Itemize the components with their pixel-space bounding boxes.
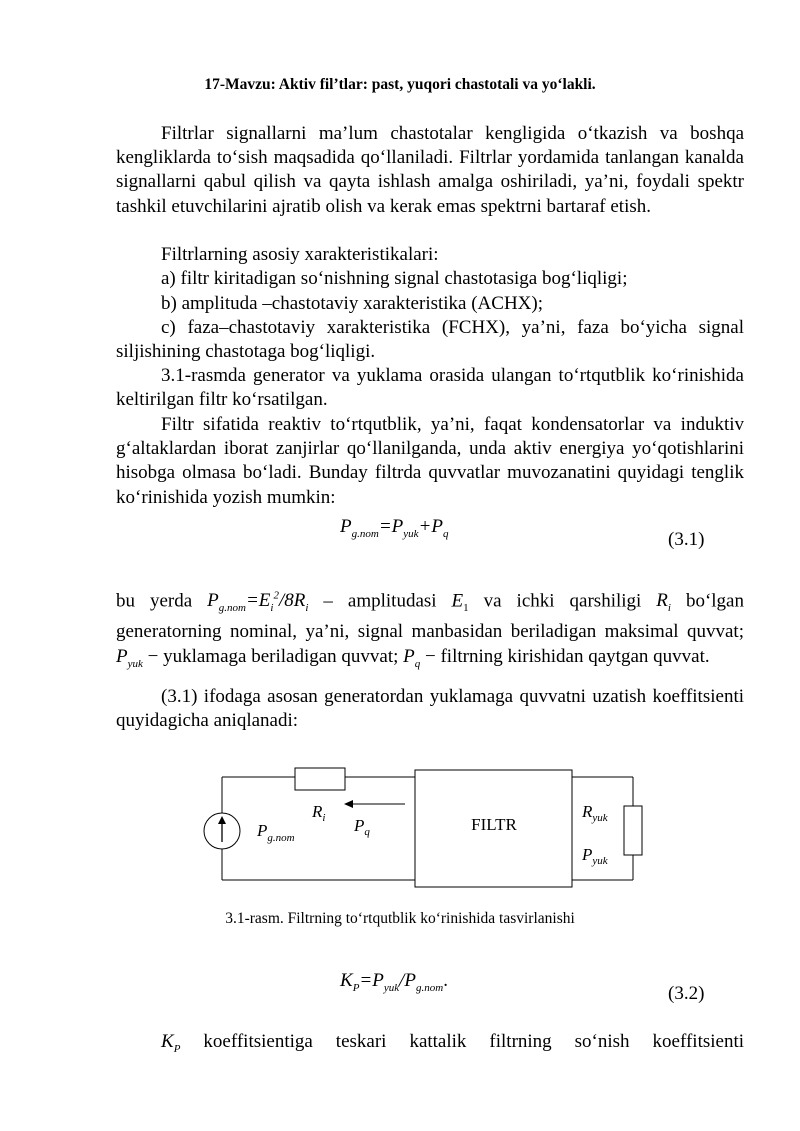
filter-circuit-diagram <box>0 760 800 900</box>
pq-label: $P_q$ <box>354 816 370 838</box>
resistor-ri <box>295 768 345 790</box>
paragraph-kp: $K_P$ koeffitsientiga teskari kattalik filtrning so‘nish koeffitsienti <box>161 1031 745 1055</box>
figure-caption: 3.1-rasm. Filtrning to‘rtqutblik ko‘rinishida tasvirlanishi <box>225 910 575 927</box>
ri-label: $R_i$ <box>312 802 326 824</box>
paragraph-intro: Filtrlar signallarni ma’lum chastotalar kengligida o‘tkazish va boshqa kengliklarda to‘sish maqsadida qo‘llaniladi. Filtrlar yordamida tanlangan kanalda signallarni qabul qilish va qayta ishlash amalga oshiriladi, ya’ni, foydali spektr tashkil etuvchilarini ajratib olish va kerak emas spektrni bartaraf etish. <box>116 123 744 217</box>
list-item-c: c) faza–chastotaviy xarakteristika (FCHX), ya’ni, faza bo‘yicha signal siljishining chastotaga bog‘liqligi. <box>116 317 744 363</box>
list-item-b: b) amplituda –chastotaviy xarakteristika (ACHX); <box>161 293 544 314</box>
equation-3-1: $P_{g.nom}=P_{yuk}+P_q$ <box>340 516 449 540</box>
paragraph-figure-ref: 3.1-rasmda generator va yuklama orasida ulangan to‘rtqutblik ko‘rinishida keltirilgan filtr ko‘rsatilgan. <box>116 365 744 411</box>
resistor-ryuk <box>624 806 642 855</box>
paragraph-transfer: (3.1) ifodaga asosan generatordan yuklamaga quvvatni uzatish koeffitsienti quyidagicha aniqlanadi: <box>116 686 744 732</box>
reflected-power-arrow-icon <box>344 800 353 808</box>
equation-3-2: $K_P=P_{yuk}/P_{g.nom}$. <box>340 970 448 994</box>
equation-number-3-1: (3.1) <box>668 529 705 550</box>
paragraph-characteristics: Filtrlarning asosiy xarakteristikalari: <box>161 244 439 265</box>
pgnom-label: $P_{g.nom}$ <box>257 821 295 844</box>
equation-number-3-2: (3.2) <box>668 983 705 1004</box>
pyuk-label: $P_{yuk}$ <box>582 845 608 867</box>
ryuk-label: $R_{yuk}$ <box>582 802 608 824</box>
page-title: 17-Mavzu: Aktiv fil’tlar: past, yuqori chastotali va yo‘lakli. <box>204 76 596 93</box>
paragraph-definitions: bu yerda $P_{g.nom}=E_i^2/8R_i$ – amplitudasi $E_1$ va ichki qarshiligi $R_i$ bo‘lgan generatorning nominal, ya’ni, signal manbasidan beriladigan maksimal quvvat; $P_{yuk}$ − yuklamaga beriladigan quvvat; $P_q$ − filtrning kirishidan qaytgan quvvat. <box>116 590 744 670</box>
list-item-a: a) filtr kiritadigan so‘nishning signal chastotasiga bog‘liqligi; <box>161 268 628 289</box>
filter-label: FILTR <box>471 815 517 834</box>
paragraph-reactive-filter: Filtr sifatida reaktiv to‘rtqutblik, ya’ni, faqat kondensatorlar va induktiv g‘altaklardan iborat zanjirlar qo‘llanilganda, unda aktiv energiya yo‘qotishlarini hisobga olmasa bo‘ladi. Bunday filtrda quvvatlar muvozanatini quyidagi tenglik ko‘rinishida yozish mumkin: <box>116 414 744 508</box>
